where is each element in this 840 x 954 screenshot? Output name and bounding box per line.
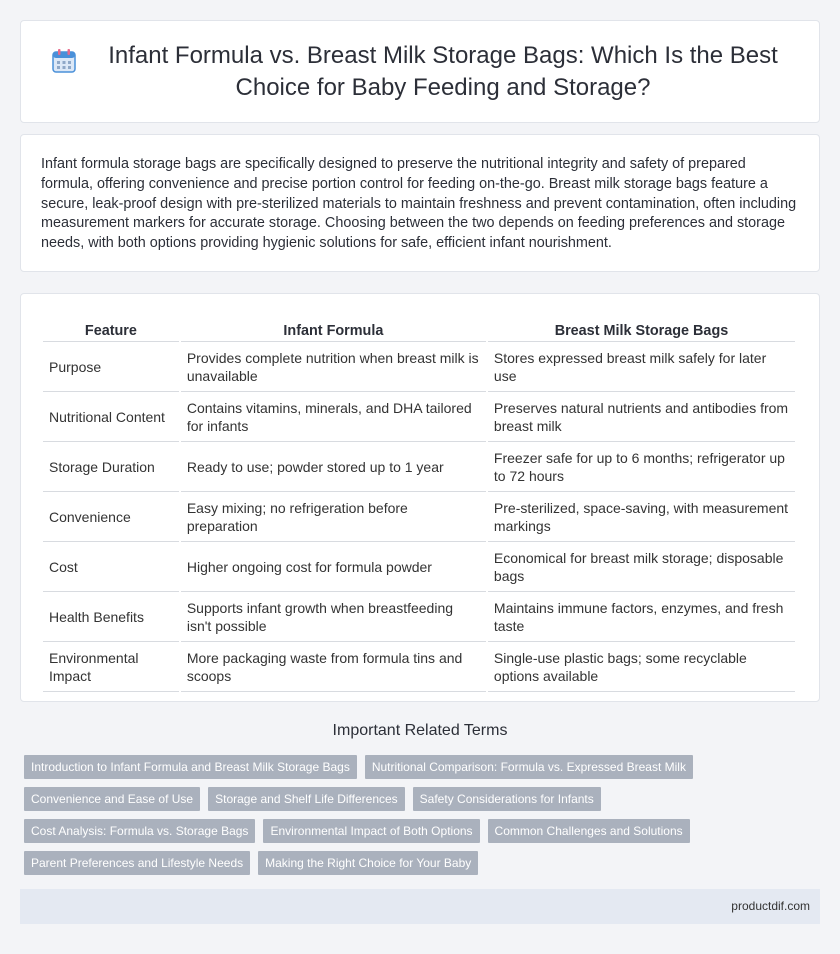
table-cell-bags: Single-use plastic bags; some recyclable options available — [488, 642, 795, 692]
header-feature: Feature — [43, 314, 179, 342]
related-term-link[interactable]: Parent Preferences and Lifestyle Needs — [24, 851, 250, 875]
header-infant-formula: Infant Formula — [181, 314, 486, 342]
related-term-link[interactable]: Introduction to Infant Formula and Breast Milk Storage Bags — [24, 755, 357, 779]
header-breast-milk-bags: Breast Milk Storage Bags — [488, 314, 795, 342]
table-row — [43, 392, 795, 442]
table-cell-bags: Preserves natural nutrients and antibodies from breast milk — [488, 392, 795, 442]
table-cell-formula: Higher ongoing cost for formula powder — [181, 542, 486, 592]
comparison-table-card — [20, 293, 820, 702]
table-cell-formula: Easy mixing; no refrigeration before preparation — [181, 492, 486, 542]
related-term-link[interactable]: Convenience and Ease of Use — [24, 787, 200, 811]
table-cell-formula: Provides complete nutrition when breast milk is unavailable — [181, 342, 486, 392]
table-header-row — [43, 314, 795, 342]
table-cell-feature: Storage Duration — [43, 442, 179, 492]
title-card — [20, 20, 820, 123]
related-term-link[interactable]: Cost Analysis: Formula vs. Storage Bags — [24, 819, 255, 843]
table-cell-feature: Cost — [43, 542, 179, 592]
table-cell-formula: Supports infant growth when breastfeeding isn't possible — [181, 592, 486, 642]
related-term-link[interactable]: Common Challenges and Solutions — [488, 819, 690, 843]
table-row — [43, 592, 795, 642]
table-cell-bags: Maintains immune factors, enzymes, and fresh taste — [488, 592, 795, 642]
related-terms-list — [24, 755, 804, 883]
footer — [20, 889, 820, 924]
table-cell-feature: Convenience — [43, 492, 179, 542]
intro-card — [20, 134, 820, 272]
page-title: Infant Formula vs. Breast Milk Storage Bags: Which Is the Best Choice for Baby Feeding and Storage? — [108, 41, 778, 101]
table-cell-feature: Health Benefits — [43, 592, 179, 642]
related-term-link[interactable]: Storage and Shelf Life Differences — [208, 787, 405, 811]
calendar-icon — [51, 48, 77, 74]
comparison-table — [41, 314, 797, 692]
table-cell-feature: Environmental Impact — [43, 642, 179, 692]
table-cell-feature: Nutritional Content — [43, 392, 179, 442]
table-cell-formula: Contains vitamins, minerals, and DHA tailored for infants — [181, 392, 486, 442]
related-terms-heading: Important Related Terms — [332, 722, 508, 739]
table-row — [43, 542, 795, 592]
table-cell-bags: Freezer safe for up to 6 months; refrigerator up to 72 hours — [488, 442, 795, 492]
table-cell-formula: More packaging waste from formula tins and scoops — [181, 642, 486, 692]
table-cell-feature: Purpose — [43, 342, 179, 392]
related-term-link[interactable]: Nutritional Comparison: Formula vs. Expressed Breast Milk — [365, 755, 693, 779]
table-row — [43, 642, 795, 692]
table-cell-bags: Pre-sterilized, space-saving, with measurement markings — [488, 492, 795, 542]
table-cell-formula: Ready to use; powder stored up to 1 year — [181, 442, 486, 492]
table-row — [43, 492, 795, 542]
footer-site-link[interactable]: productdif.com — [731, 899, 810, 913]
table-row — [43, 442, 795, 492]
related-term-link[interactable]: Making the Right Choice for Your Baby — [258, 851, 478, 875]
table-cell-bags: Stores expressed breast milk safely for later use — [488, 342, 795, 392]
related-term-link[interactable]: Environmental Impact of Both Options — [263, 819, 479, 843]
table-row — [43, 342, 795, 392]
related-term-link[interactable]: Safety Considerations for Infants — [413, 787, 601, 811]
intro-text: Infant formula storage bags are specifically designed to preserve the nutritional integrity and safety of prepared formula, offering convenience and precise portion control for feeding on-the-go. Breast milk storage bags feature a secure, leak-proof design with pre-sterilized materials to maintain freshness and prevent contamination, often including measurement markers for accurate storage. Choosing between the two depends on feeding preferences and storage needs, with both options providing hygienic solutions for safe, efficient infant nourishment. — [41, 156, 797, 252]
table-cell-bags: Economical for breast milk storage; disposable bags — [488, 542, 795, 592]
